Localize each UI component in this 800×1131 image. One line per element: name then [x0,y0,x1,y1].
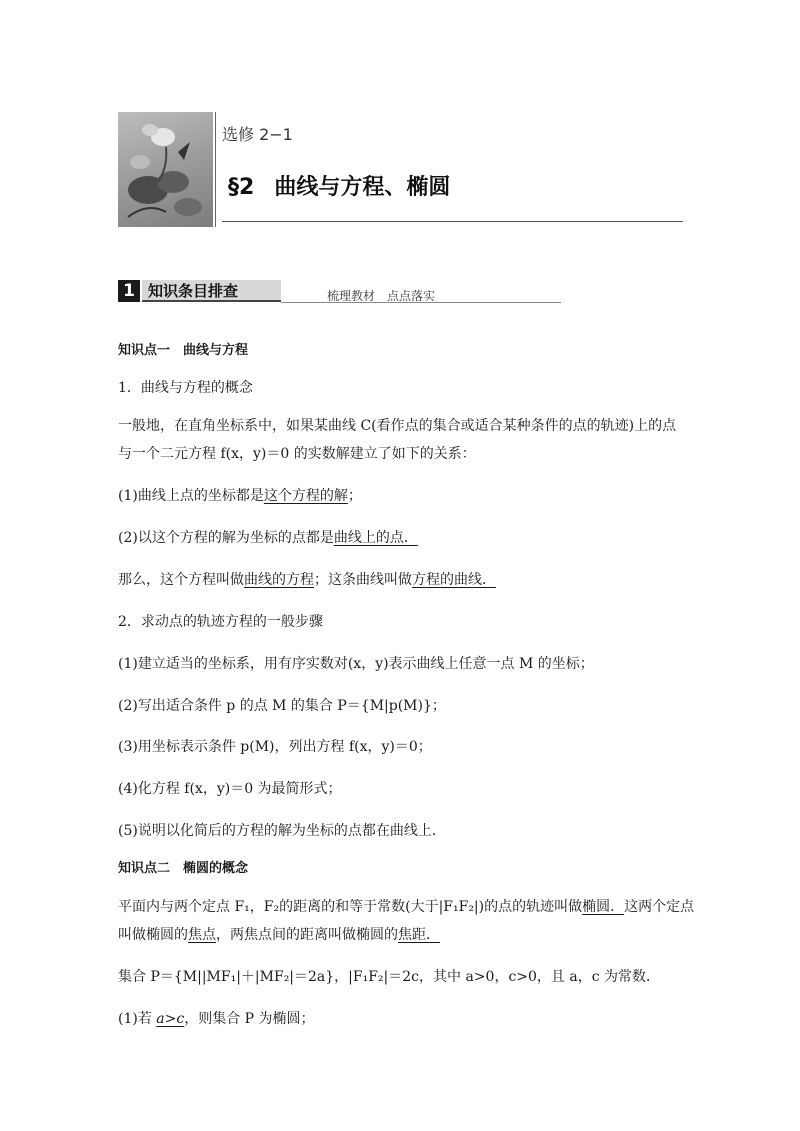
flower-illustration [118,112,213,227]
kp1-condition-1 [118,483,688,509]
banner-title: 知识条目排查 [142,280,281,302]
course-label: 选修 2−1 [222,125,293,144]
kp2-definition-line-2 [118,922,688,948]
header-divider [215,112,216,227]
definition-answer-3: 焦距． [398,927,440,943]
banner-subtitle: 梳理教材 点点落实 [327,289,436,303]
header-underline [222,221,683,222]
condition-2-text: (2)以这个方程的解为坐标的点都是 [118,530,334,546]
kp2-definition-line-1 [118,894,695,920]
case-1-text: (1)若 [118,1011,157,1027]
step-item: (3)用坐标表示条件 p(M)，列出方程 f(x，y)＝0； [118,739,432,755]
condition-1-text: (1)曲线上点的坐标都是 [118,488,264,504]
kp1-intro-line-2: 与一个二元方程 f(x，y)＝0 的实数解建立了如下的关系： [118,446,476,462]
definition-text-c: 叫做椭圆的 [118,927,188,943]
conclusion-text-a: 那么，这个方程叫做 [118,572,244,588]
case-1-suffix: ，则集合 P 为椭圆； [184,1011,315,1027]
kp2-case-1 [118,1006,688,1032]
kp2-set-definition: 集合 P＝{M||MF₁|＋|MF₂|＝2a}，|F₁F₂|＝2c，其中 a>0，c>0，且 a，c 为常数． [118,969,661,985]
step-item: (2)写出适合条件 p 的点 M 的集合 P＝{M|p(M)}； [118,698,446,714]
case-1-answer: a>c [156,1011,185,1027]
kp2-heading: 知识点二 椭圆的概念 [118,861,249,876]
definition-text-a: 平面内与两个定点 F₁，F₂的距离的和等于常数(大于|F₁F₂|)的点的轨迹叫做 [118,899,583,915]
step-item: (5)说明以化简后的方程的解为坐标的点都在曲线上． [118,823,446,839]
section-number: §2 [228,175,255,200]
kp1-conclusion [118,567,688,593]
conclusion-answer-2: 方程的曲线． [412,572,496,588]
kp1-condition-2 [118,525,688,551]
banner-number: 1 [118,280,140,302]
kp1-intro-line-1: 一般地，在直角坐标系中，如果某曲线 C(看作点的集合或适合某种条件的点的轨迹)上的点 [118,418,677,434]
conclusion-answer-1: 曲线的方程 [244,572,314,588]
definition-text-d: ，两焦点间的距离叫做椭圆的 [216,927,398,943]
definition-answer-1: 椭圆． [582,899,625,915]
condition-1-suffix: ； [347,488,362,504]
step-item: (4)化方程 f(x，y)＝0 为最简形式； [118,781,342,797]
definition-answer-2: 焦点 [188,927,216,943]
kp1-subheading-1: 1．曲线与方程的概念 [118,380,253,396]
definition-text-b: 这两个定点 [624,899,695,915]
condition-2-answer: 曲线上的点． [333,530,418,546]
condition-1-answer: 这个方程的解 [263,488,348,504]
section-title-text: 曲线与方程、椭圆 [274,175,451,200]
section-title [228,170,450,201]
conclusion-text-b: ；这条曲线叫做 [314,572,412,588]
step-item: (1)建立适当的坐标系，用有序实数对(x，y)表示曲线上任意一点 M 的坐标； [118,656,594,672]
kp1-heading: 知识点一 曲线与方程 [118,343,249,358]
kp1-subheading-2: 2．求动点的轨迹方程的一般步骤 [118,614,323,630]
